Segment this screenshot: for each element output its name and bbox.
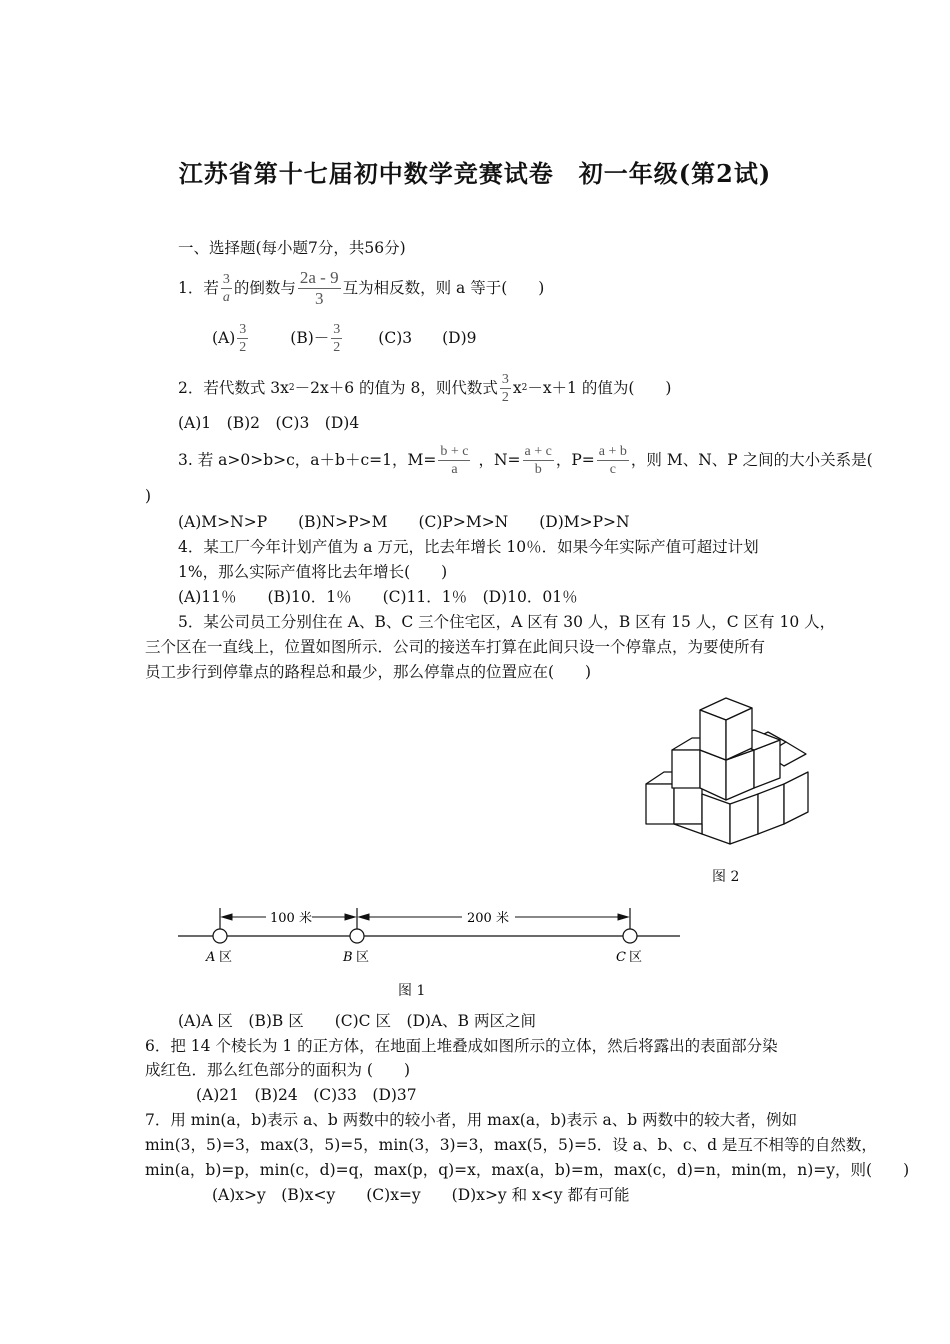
figure-2-cube-stack	[630, 688, 830, 888]
q3-text-n: ，N=	[478, 451, 521, 469]
fraction-numerator: 3	[239, 321, 247, 337]
cube-stack-drawing	[646, 698, 808, 844]
q1-options	[212, 316, 477, 360]
q2-text-pre: 2．若代数式 3x	[178, 379, 289, 397]
question-1	[178, 266, 544, 310]
q7-options: (A)x>y (B)x<y (C)x=y (D)x>y 和 x<y 都有可能	[212, 1186, 630, 1204]
q3-text-continued: )	[145, 487, 152, 505]
label-a: A	[206, 950, 216, 965]
q6-line-1: 6．把 14 个棱长为 1 的正方体，在地面上堆叠成如图所示的立体，然后将露出的表面部分染	[145, 1037, 778, 1055]
q3-text-pre: 3. 若 a>0>b>c，a＋b＋c=1，M=	[178, 451, 437, 469]
section-heading: 一、选择题(每小题7分，共56分)	[178, 239, 406, 257]
q1-fraction-2	[298, 268, 341, 309]
q4-options: (A)11％ (B)10．1％ (C)11．1％ (D)10．01％	[178, 588, 578, 606]
distance-label-2: 200 米	[467, 911, 509, 926]
fraction-numerator: 3	[333, 321, 341, 337]
question-2	[178, 366, 671, 410]
q3-fraction-p	[597, 443, 629, 478]
question-3	[178, 438, 873, 482]
fraction-denominator: a	[222, 289, 230, 305]
fraction-numerator: a + c	[524, 443, 552, 459]
q7-line-1: 7．用 min(a，b)表示 a、b 两数中的较小者，用 max(a，b)表示 a、b 两数中的较大者，例如	[145, 1111, 798, 1129]
q1-text-pre: 1．若	[178, 279, 219, 297]
fraction-denominator: 3	[315, 288, 324, 308]
q1-fraction-1	[221, 271, 232, 306]
q3-fraction-m	[438, 443, 470, 478]
fraction-denominator: 2	[501, 389, 509, 405]
q6-options: (A)21 (B)24 (C)33 (D)37	[196, 1086, 417, 1104]
fraction-denominator: a	[451, 461, 458, 477]
label-c-zone: 区	[629, 950, 643, 965]
distance-label-1: 100 米	[270, 911, 312, 926]
fraction-numerator: 3	[222, 271, 230, 287]
q6-line-2: 成红色．那么红色部分的面积为 ( )	[145, 1061, 411, 1079]
q3-text-post: ，则 M、N、P 之间的大小关系是(	[630, 451, 873, 469]
q3-text-p: ，P=	[555, 451, 595, 469]
figure-2-caption: 图 2	[712, 869, 740, 885]
label-b-zone: 区	[356, 950, 370, 965]
q4-line-1: 4．某工厂今年计划产值为 a 万元，比去年增长 10％．如果今年实际产值可超过计划	[178, 538, 759, 556]
q5-options: (A)A 区 (B)B 区 (C)C 区 (D)A、B 两区之间	[178, 1012, 536, 1030]
q2-text-mid: －2x＋6 的值为 8，则代数式	[294, 379, 498, 397]
fraction-numerator: a + b	[598, 443, 627, 459]
q1-option-d: (D)9	[442, 329, 477, 347]
q1-option-b-fraction	[331, 321, 342, 356]
fraction-denominator: c	[609, 461, 616, 477]
q1-option-a-fraction	[237, 321, 248, 356]
q1-option-c: (C)3	[378, 329, 413, 347]
q2-text-post: －x＋1 的值为( )	[527, 379, 672, 397]
label-a-zone: 区	[219, 950, 233, 965]
figure-1-number-line	[170, 902, 690, 972]
q3-fraction-n	[523, 443, 554, 478]
q2-exponent-1: 2	[288, 383, 295, 393]
label-c: C	[616, 950, 626, 965]
q4-line-2: 1%，那么实际产值将比去年增长( )	[178, 563, 448, 581]
q1-text-post: 互为相反数，则 a 等于( )	[342, 279, 545, 297]
fraction-denominator: 2	[333, 339, 341, 355]
q5-line-2: 三个区在一直线上，位置如图所示．公司的接送车打算在此间只设一个停靠点，为要使所有	[145, 638, 766, 656]
q1-option-a: (A)	[212, 329, 236, 347]
fraction-numerator: b + c	[440, 443, 469, 459]
point-b-marker	[350, 929, 364, 943]
label-b: B	[343, 950, 353, 965]
point-c-marker	[623, 929, 637, 943]
q2-exponent-2: 2	[521, 383, 528, 393]
q5-line-1: 5．某公司员工分别住在 A、B、C 三个住宅区，A 区有 30 人，B 区有 15 人，C 区有 10 人，	[178, 613, 836, 631]
q7-line-2: min(3，5)=3，max(3，5)=5，min(3，3)=3，max(5，5)=5．设 a、b、c、d 是互不相等的自然数，	[145, 1136, 877, 1154]
q2-options: (A)1 (B)2 (C)3 (D)4	[178, 414, 360, 432]
q2-fraction	[500, 371, 511, 406]
point-a-marker	[213, 929, 227, 943]
fraction-denominator: b	[534, 461, 542, 477]
page-title: 江苏省第十七届初中数学竞赛试卷 初一年级(第2试)	[178, 159, 772, 188]
q5-line-3: 员工步行到停靠点的路程总和最少，那么停靠点的位置应在( )	[145, 663, 592, 681]
fraction-denominator: 2	[239, 339, 247, 355]
q1-option-b: (B)－	[290, 329, 330, 347]
fraction-numerator: 2a - 9	[299, 267, 339, 287]
q3-options: (A)M>N>P (B)N>P>M (C)P>M>N (D)M>P>N	[178, 513, 630, 531]
q7-line-3: min(a，b)=p，min(c，d)=q，max(p，q)=x，max(a，b)=m，max(c，d)=n，min(m，n)=y，则( )	[145, 1161, 910, 1179]
q2-text-x: x	[512, 379, 522, 397]
q1-text-mid: 的倒数与	[233, 279, 296, 297]
fraction-numerator: 3	[501, 371, 509, 387]
figure-1-caption: 图 1	[398, 983, 426, 999]
